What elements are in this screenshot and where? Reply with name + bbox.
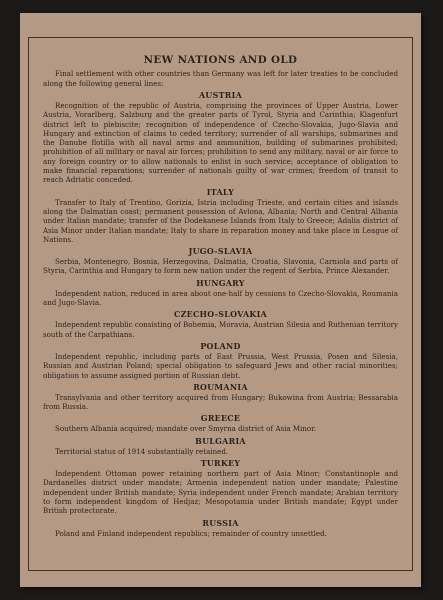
nation-heading: CZECHO-SLOVAKIA: [173, 310, 267, 320]
nation-heading: GREECE: [200, 414, 241, 424]
nation-text: Serbia, Montenegro, Bosnia, Herzegovina, Dalmatia, Croatia, Slavonia, Carniola and parts of Styria, Carinthia and Hungary to form new nation under the regent of Serbia, Prince Alexander.: [43, 257, 398, 276]
nation-text: Poland and Finland independent republics; remainder of country unsettled.: [55, 528, 327, 538]
document-border: [28, 37, 413, 571]
nation-text: Recognition of the republic of Austria, comprising the provinces of Upper Austria, Lower Austria, Vorarlberg, Salzburg and the greater parts of Tyrol, Styria and Carinthia; Klagenfurt district left to plebiscite; recognition of independence of Czecho-Slovakia, Jugo-Slavia and Hungary and extinction of claims to ceded territory; surrender of all warships, submarines and the Danube flotilla with all naval arms and ammunition, building of submarines prohibited; prohibition of all military or naval air forces; prohibition to send any military, naval or air force to any foreign country or to allow nationals to enlist in such service; acceptance of obligation to make financial reparations; surrender of nationals guilty of war crimes; freedom of transit to reach Adriatic conceded.: [43, 101, 398, 185]
nation-heading: ROUMANIA: [193, 382, 248, 392]
nation-text: Independent republic consisting of Bohemia, Moravia, Austrian Silesia and Ruthenian territory south of the Carpathians.: [43, 320, 398, 339]
nation-heading: RUSSIA: [202, 518, 239, 528]
section-bulgaria: [43, 437, 398, 456]
nation-heading: BULGARIA: [195, 436, 246, 446]
document-page: [20, 13, 421, 587]
nation-text: Independent Ottoman power retaining northern part of Asia Minor; Constantinople and Dardanelles district under mandate; Armenia independent nation under mandate; Palestine independent under British mandate; Syria independent under French mandate; Arabian territory to form independent kingdom of Hedjaz; Mesopotamia under British mandate; Egypt under British protectorate.: [43, 469, 398, 516]
section-czecho-slovakia: [43, 310, 398, 339]
nation-text: Territorial status of 1914 substantially retained.: [55, 446, 229, 456]
section-hungary: [43, 279, 398, 308]
nation-text: Independent nation, reduced in area about one-half by cessions to Czecho-Slovakia, Roumania and Jugo-Slavia.: [43, 288, 398, 308]
section-jugo-slavia: [43, 247, 398, 276]
section-turkey: [43, 459, 398, 515]
nation-text: Independent republic, including parts of East Prussia, West Prussia, Posen and Silesia, Russian and Austrian Poland; special obligation to safeguard Jews and other racial minorities; obligation to assume assigned portion of Russian debt.: [43, 351, 398, 380]
intro-paragraph: Final settlement with other countries than Germany was left for later treaties to be concluded along the following general lines:: [43, 69, 398, 88]
nation-text: Transfer to Italy of Trentino, Gorizia, Istria including Trieste, and certain cities and islands along the Dalmatian coast; permanent possession of Avlona, Albania; North and Central Albania under Italian mandate; transfer of the Dodekanese Islands from Italy to Greece; Adalia district of Asia Minor under Italian mandate; Italy to share in reparation money and take place in League of Nations.: [43, 197, 398, 244]
nation-text: Southern Albania acquired; mandate over Smyrna district of Asia Minor.: [55, 424, 317, 434]
nation-heading: POLAND: [200, 341, 241, 351]
section-poland: [43, 342, 398, 380]
nation-heading: TURKEY: [200, 459, 241, 469]
page-title: NEW NATIONS AND OLD: [143, 54, 298, 66]
section-greece: [43, 414, 398, 433]
section-roumania: [43, 383, 398, 412]
section-austria: [43, 91, 398, 185]
nation-heading: HUNGARY: [196, 278, 245, 288]
section-russia: [43, 519, 398, 538]
nation-heading: ITALY: [206, 187, 235, 197]
nation-heading: AUSTRIA: [198, 91, 243, 100]
nation-heading: JUGO-SLAVIA: [188, 247, 253, 257]
section-italy: [43, 188, 398, 244]
nation-text: Transylvania and other territory acquired from Hungary; Bukowina from Austria; Bessarabia from Russia.: [43, 392, 398, 412]
